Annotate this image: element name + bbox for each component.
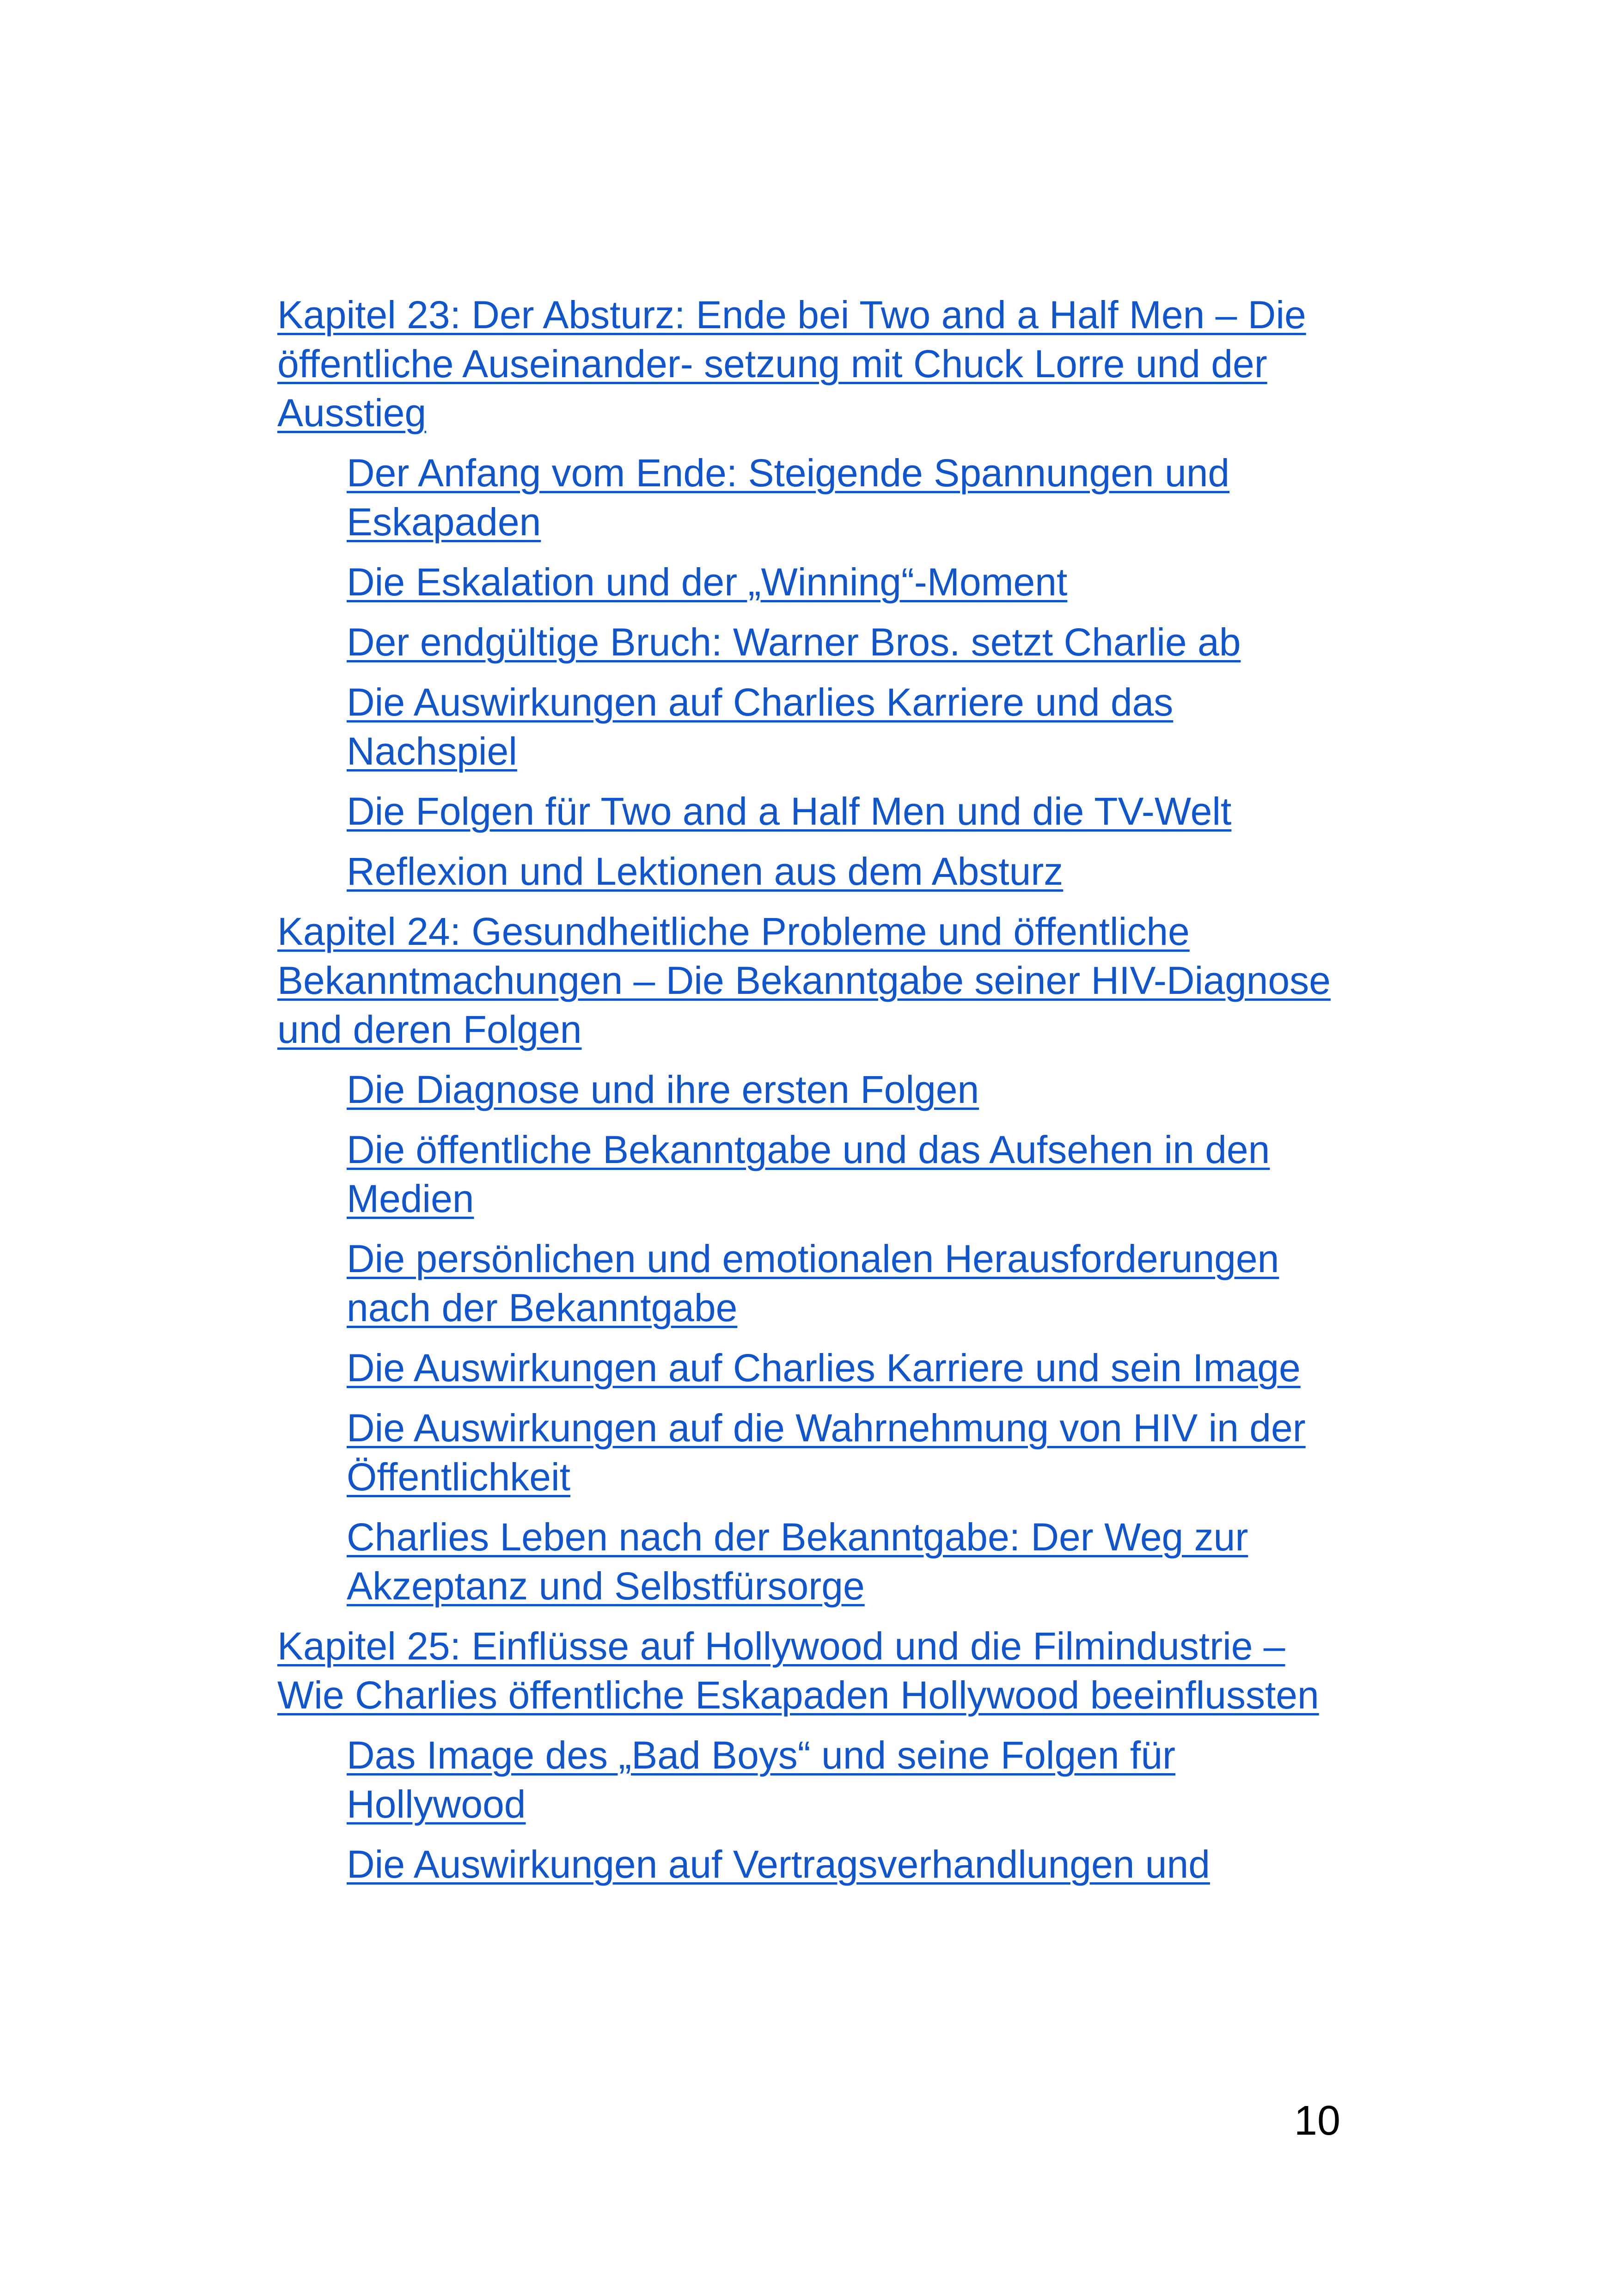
toc-chapter-24-link[interactable]: Kapitel 24: Gesundheitliche Probleme und öffentliche Bekanntmachungen – Die Bekanntgabe seiner HIV-Diagnose und deren Folgen xyxy=(277,910,1331,1051)
toc-section-link[interactable]: Der Anfang vom Ende: Steigende Spannungen und Eskapaden xyxy=(347,451,1230,544)
toc-section-link[interactable]: Die Auswirkungen auf Charlies Karriere und das Nachspiel xyxy=(347,680,1174,773)
toc-chapter-25-link[interactable]: Kapitel 25: Einflüsse auf Hollywood und die Filmindustrie – Wie Charlies öffentliche Eskapaden Hollywood beeinflussten xyxy=(277,1624,1319,1717)
table-of-contents xyxy=(277,290,1354,1900)
toc-section-link[interactable]: Reflexion und Lektionen aus dem Absturz xyxy=(347,850,1064,893)
toc-section-link[interactable]: Die Auswirkungen auf Vertragsverhandlungen und xyxy=(347,1843,1210,1886)
toc-section-link[interactable]: Charlies Leben nach der Bekanntgabe: Der Weg zur Akzeptanz und Selbstfürsorge xyxy=(347,1515,1248,1608)
toc-section-link[interactable]: Die Auswirkungen auf die Wahrnehmung von HIV in der Öffentlichkeit xyxy=(347,1406,1306,1499)
toc-section-link[interactable]: Die Diagnose und ihre ersten Folgen xyxy=(347,1068,979,1111)
toc-section-link[interactable]: Das Image des „Bad Boys“ und seine Folgen für Hollywood xyxy=(347,1733,1175,1826)
toc-section-link[interactable]: Die Eskalation und der „Winning“-Moment xyxy=(347,560,1068,604)
page-number: 10 xyxy=(1294,2098,1340,2144)
toc-section-link[interactable]: Die Auswirkungen auf Charlies Karriere und sein Image xyxy=(347,1346,1301,1390)
toc-section-link[interactable]: Die persönlichen und emotionalen Herausforderungen nach der Bekanntgabe xyxy=(347,1237,1279,1329)
toc-section-link[interactable]: Die öffentliche Bekanntgabe und das Aufsehen in den Medien xyxy=(347,1128,1270,1220)
toc-section-link[interactable]: Der endgültige Bruch: Warner Bros. setzt Charlie ab xyxy=(347,620,1241,664)
toc-section-link[interactable]: Die Folgen für Two and a Half Men und die TV-Welt xyxy=(347,790,1232,833)
toc-chapter-23-link[interactable]: Kapitel 23: Der Absturz: Ende bei Two and a Half Men – Die öffentliche Auseinander- setzung mit Chuck Lorre und der Ausstieg xyxy=(277,293,1306,435)
